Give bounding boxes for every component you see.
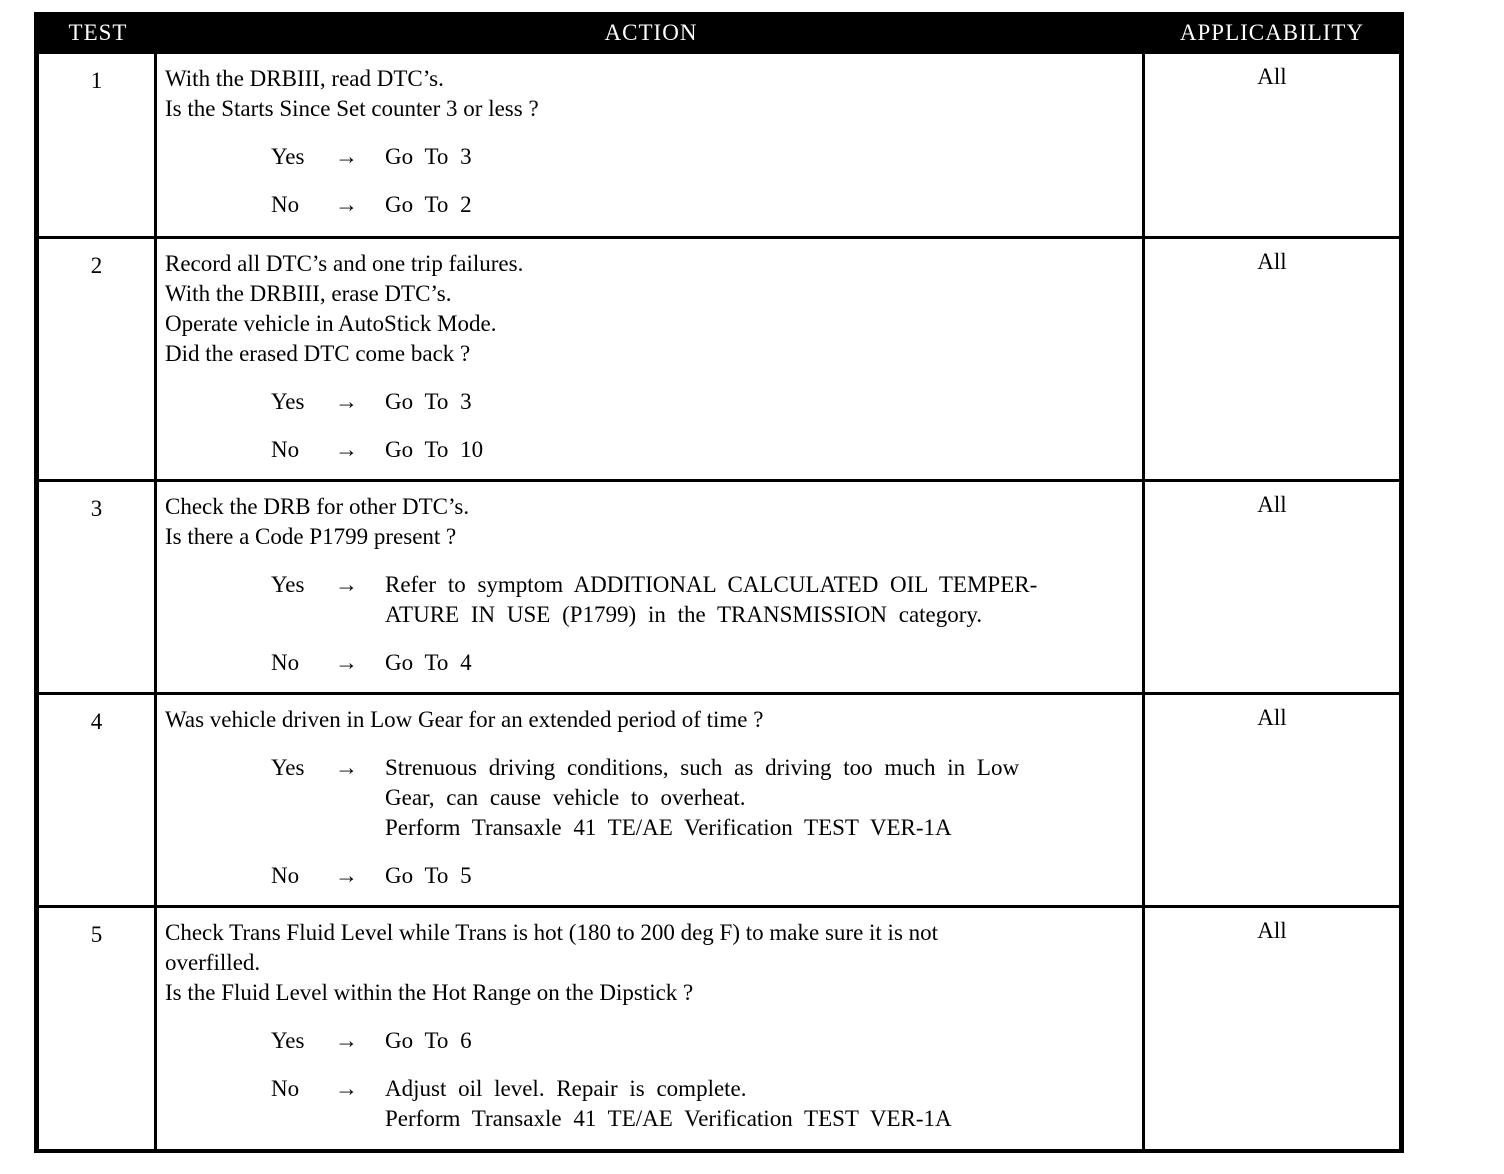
result-label: No <box>271 192 300 217</box>
result-list <box>165 753 1142 891</box>
result-yes <box>271 387 1142 417</box>
result-no <box>271 861 1142 891</box>
result-text-line: Go To 2 <box>385 192 472 217</box>
table-row <box>39 479 1399 692</box>
result-yes <box>271 142 1142 172</box>
applicability-value: All <box>1257 64 1287 89</box>
test-number: 4 <box>39 695 157 905</box>
action-text-line: Was vehicle driven in Low Gear for an extended period of time ? <box>165 707 764 732</box>
action-cell <box>157 908 1145 1149</box>
result-text-line: Go To 6 <box>385 1028 472 1053</box>
result-text-line: Adjust oil level. Repair is complete. <box>385 1076 747 1101</box>
result-text-line: Go To 5 <box>385 863 472 888</box>
test-number: 2 <box>39 239 157 479</box>
result-no <box>271 435 1142 465</box>
result-text <box>385 435 1142 465</box>
arrow-right-icon: → <box>335 389 358 414</box>
result-label: Yes <box>271 144 305 169</box>
result-label: No <box>271 437 300 462</box>
arrow-right-icon: → <box>335 144 358 169</box>
action-text-line: Record all DTC’s and one trip failures. <box>165 251 524 276</box>
action-text-line: overfilled. <box>165 950 261 975</box>
result-list <box>165 1026 1142 1134</box>
action-cell <box>157 482 1145 692</box>
action-text-line: Is there a Code P1799 present ? <box>165 524 457 549</box>
result-yes <box>271 753 1142 843</box>
applicability-value: All <box>1257 492 1287 517</box>
test-number: 1 <box>39 54 157 236</box>
result-label: Yes <box>271 389 305 414</box>
header-action: ACTION <box>604 20 698 45</box>
result-text <box>385 861 1142 891</box>
table-row <box>39 692 1399 905</box>
arrow-right-icon: → <box>335 1028 358 1053</box>
result-label: No <box>271 650 300 675</box>
result-list <box>165 142 1142 220</box>
result-text-line: Gear, can cause vehicle to overheat. <box>385 785 746 810</box>
header-test: TEST <box>68 20 128 45</box>
result-label: Yes <box>271 572 305 597</box>
result-yes <box>271 1026 1142 1056</box>
result-text <box>385 753 1142 843</box>
action-text-line: Did the erased DTC come back ? <box>165 341 471 366</box>
result-text-line: Strenuous driving conditions, such as driving too much in Low <box>385 755 1020 780</box>
result-no <box>271 1074 1142 1134</box>
result-text <box>385 570 1142 630</box>
result-text-line: Go To 10 <box>385 437 484 462</box>
result-yes <box>271 570 1142 630</box>
action-text-line: Is the Starts Since Set counter 3 or less ? <box>165 96 539 121</box>
result-list <box>165 387 1142 465</box>
applicability-value: All <box>1257 705 1287 730</box>
header-applicability: APPLICABILITY <box>1179 20 1365 45</box>
result-text-line: Go To 3 <box>385 144 472 169</box>
action-cell <box>157 239 1145 479</box>
arrow-right-icon: → <box>335 1076 358 1101</box>
result-label: No <box>271 863 300 888</box>
action-text-line: With the DRBIII, erase DTC’s. <box>165 281 452 306</box>
action-text-line: Check the DRB for other DTC’s. <box>165 494 470 519</box>
result-text-line: Perform Transaxle 41 TE/AE Verification TEST VER-1A <box>385 815 952 840</box>
arrow-right-icon: → <box>335 572 358 597</box>
result-text <box>385 1026 1142 1056</box>
table-header <box>39 12 1399 54</box>
arrow-right-icon: → <box>335 437 358 462</box>
arrow-right-icon: → <box>335 192 358 217</box>
result-text <box>385 648 1142 678</box>
action-cell <box>157 54 1145 236</box>
action-text-line: Is the Fluid Level within the Hot Range on the Dipstick ? <box>165 980 694 1005</box>
result-text <box>385 142 1142 172</box>
action-text-line: With the DRBIII, read DTC’s. <box>165 66 444 91</box>
arrow-right-icon: → <box>335 650 358 675</box>
applicability-value: All <box>1257 918 1287 943</box>
diagnostic-test-table <box>34 12 1404 1153</box>
result-text-line: Refer to symptom ADDITIONAL CALCULATED OIL TEMPER- <box>385 572 1038 597</box>
result-text-line: Go To 4 <box>385 650 472 675</box>
result-text-line: ATURE IN USE (P1799) in the TRANSMISSION category. <box>385 602 983 627</box>
result-text <box>385 1074 1142 1134</box>
table-row <box>39 236 1399 479</box>
table-row <box>39 54 1399 236</box>
result-text <box>385 190 1142 220</box>
result-no <box>271 648 1142 678</box>
result-text-line: Perform Transaxle 41 TE/AE Verification TEST VER-1A <box>385 1106 952 1131</box>
arrow-right-icon: → <box>335 863 358 888</box>
result-label: Yes <box>271 755 305 780</box>
action-text-line: Operate vehicle in AutoStick Mode. <box>165 311 497 336</box>
action-cell <box>157 695 1145 905</box>
table-body <box>39 54 1399 1149</box>
result-text <box>385 387 1142 417</box>
result-text-line: Go To 3 <box>385 389 472 414</box>
test-number: 5 <box>39 908 157 1149</box>
result-label: Yes <box>271 1028 305 1053</box>
test-number: 3 <box>39 482 157 692</box>
table-row <box>39 905 1399 1149</box>
action-text-line: Check Trans Fluid Level while Trans is hot (180 to 200 deg F) to make sure it is not <box>165 920 939 945</box>
applicability-value: All <box>1257 249 1287 274</box>
result-list <box>165 570 1142 678</box>
arrow-right-icon: → <box>335 755 358 780</box>
result-no <box>271 190 1142 220</box>
result-label: No <box>271 1076 300 1101</box>
